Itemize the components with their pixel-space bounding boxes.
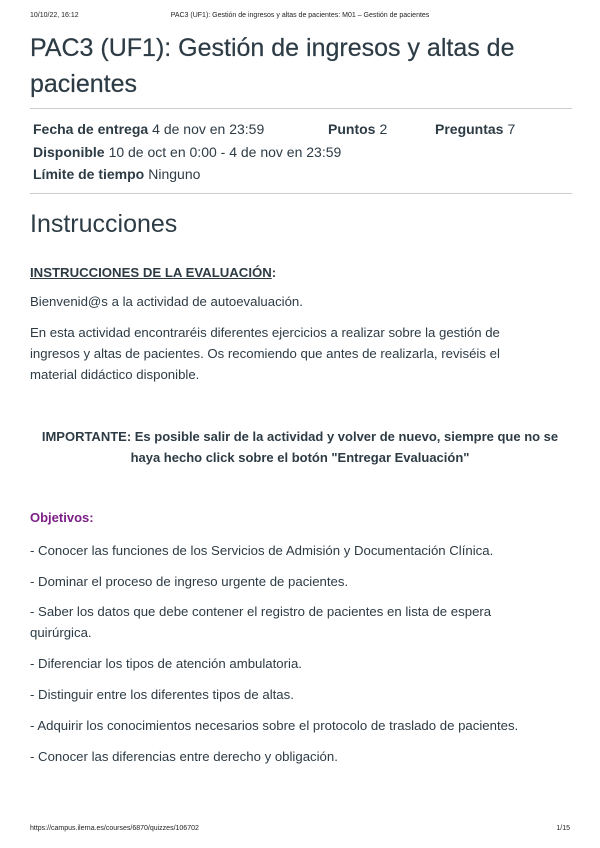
instructions-subheading-suffix: : [271, 265, 277, 280]
instructions-subheading [30, 262, 550, 283]
questions-value: 7 [507, 121, 516, 137]
intro-text: En esta actividad encontraréis diferentes ejercicios a realizar sobre la gestión de ingresos y altas de pacientes. Os recomiendo que antes de realizarla, reviséis el material didáctico disponible. [30, 325, 500, 382]
objectives-heading: Objetivos: [30, 510, 94, 525]
print-timestamp: 10/10/22, 16:12 [30, 12, 79, 19]
objective-item: - Conocer las diferencias entre derecho y obligación. [30, 749, 338, 764]
due-label: Fecha de entrega [33, 121, 149, 137]
welcome-text: Bienvenid@s a la actividad de autoevaluación. [30, 294, 303, 309]
objective-item: - Distinguir entre los diferentes tipos de altas. [30, 687, 294, 702]
quiz-meta-row-2 [33, 141, 341, 163]
objective-item: - Conocer las funciones de los Servicios de Admisión y Documentación Clínica. [30, 543, 494, 558]
instructions-heading: Instrucciones [30, 210, 178, 238]
print-doc-title: PAC3 (UF1): Gestión de ingresos y altas de pacientes: M01 – Gestión de pacientes [170, 12, 430, 19]
print-url: https://campus.ilerna.es/courses/6870/quizzes/106702 [30, 825, 199, 832]
questions-label: Preguntas [435, 121, 504, 137]
time-limit-label: Límite de tiempo [33, 166, 145, 182]
divider [30, 193, 572, 194]
quiz-meta-row-3 [33, 163, 200, 185]
objective-item: - Adquirir los conocimientos necesarios sobre el protocolo de traslado de pacientes. [30, 718, 519, 733]
objective-item: - Diferenciar los tipos de atención ambulatoria. [30, 656, 302, 671]
due-value: 4 de nov en 23:59 [152, 121, 265, 137]
objective-item: - Dominar el proceso de ingreso urgente de pacientes. [30, 574, 349, 589]
points [328, 118, 387, 140]
time-limit-value: Ninguno [148, 166, 201, 182]
quiz-meta-row-1 [33, 118, 264, 140]
points-value: 2 [379, 121, 388, 137]
instructions-subheading-text: INSTRUCCIONES DE LA EVALUACIÓN [30, 265, 272, 280]
available-label: Disponible [33, 144, 105, 160]
questions [435, 118, 515, 140]
important-notice: IMPORTANTE: Es posible salir de la actividad y volver de nuevo, siempre que no se haya hecho click sobre el botón "Entregar Evaluación" [41, 429, 559, 465]
points-label: Puntos [328, 121, 376, 137]
available-value: 10 de oct en 0:00 - 4 de nov en 23:59 [108, 144, 342, 160]
divider [30, 108, 572, 109]
print-page-number: 1/15 [556, 825, 570, 832]
page-title: PAC3 (UF1): Gestión de ingresos y altas de pacientes [30, 34, 515, 98]
objective-item: - Saber los datos que debe contener el registro de pacientes en lista de espera quirúrgica. [30, 604, 492, 640]
